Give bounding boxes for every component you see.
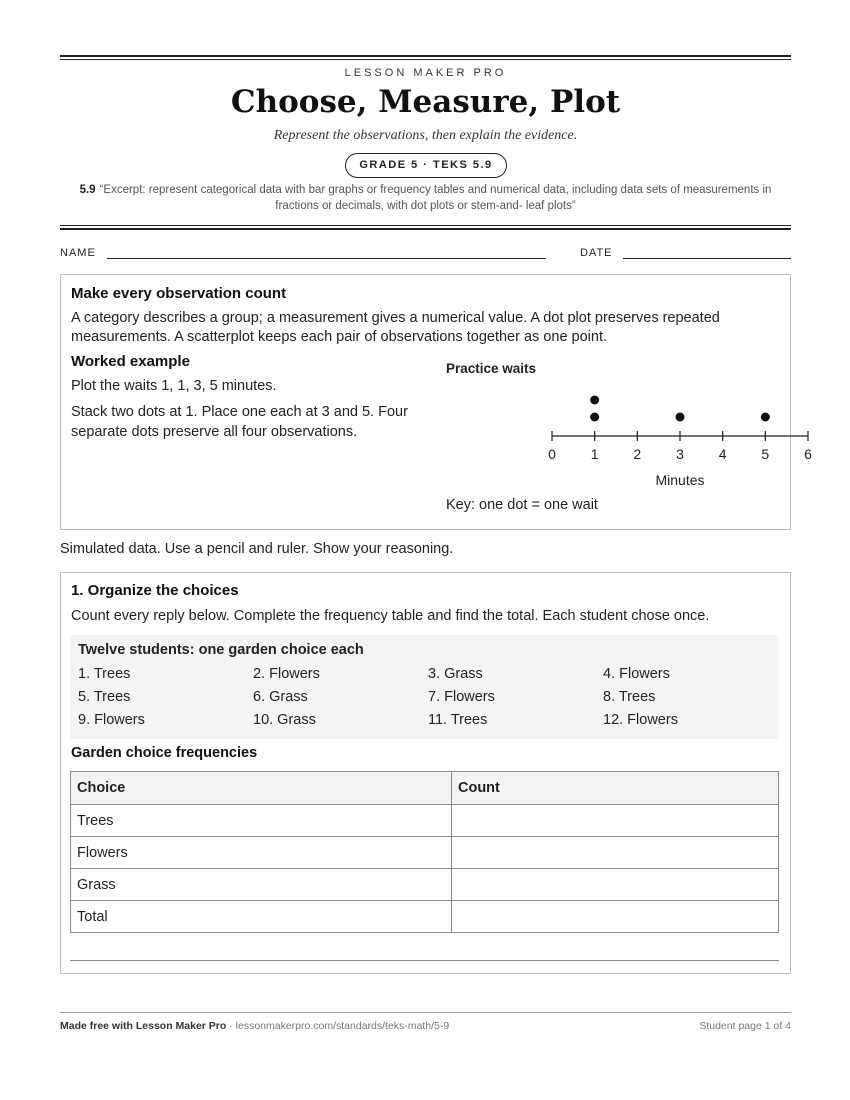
table-cell-count[interactable] [452, 805, 779, 837]
replies-title: Twelve students: one garden choice each [78, 642, 364, 658]
reply-item: 12. Flowers [603, 712, 678, 728]
table-row [71, 805, 779, 837]
grade-badge: GRADE 5 · TEKS 5.9 [345, 153, 507, 178]
table-cell-choice: Total [71, 901, 452, 933]
replies-panel [70, 635, 779, 739]
standard-code: 5.9 [79, 184, 96, 196]
table-row [71, 901, 779, 933]
worked-example-line2: Stack two dots at 1. Place one each at 3 and 5. Four separate dots preserve all four observations. [71, 404, 408, 440]
reply-item: 2. Flowers [253, 666, 320, 682]
table-cell-count[interactable] [452, 837, 779, 869]
x-axis-label: Minutes [655, 472, 705, 488]
footer-page-number: Student page 1 of 4 [699, 1020, 791, 1032]
header-rule-bottom-thin [60, 225, 791, 226]
dot-marks [590, 396, 770, 422]
intro-text: A category describes a group; a measurement gives a numerical value. A dot plot preserves repeated measurements. A scatterplot keeps each pair of observations together as one point. [71, 310, 720, 345]
worked-example-line1: Plot the waits 1, 1, 3, 5 minutes. [71, 378, 277, 394]
table-header-count: Count [452, 772, 779, 805]
reply-item: 8. Trees [603, 689, 656, 705]
footer-url: · lessonmakerpro.com/standards/teks-math/5-9 [226, 1020, 450, 1032]
brand-label: LESSON MAKER PRO [344, 67, 507, 79]
chart-title: Practice waits [446, 361, 537, 376]
instructions-note: Simulated data. Use a pencil and ruler. Show your reasoning. [60, 541, 454, 557]
table-cell-count[interactable] [452, 901, 779, 933]
table-header-row [71, 772, 779, 805]
question1-prompt: Count every reply below. Complete the frequency table and find the total. Each student chose once. [71, 608, 710, 624]
data-dot [676, 413, 685, 422]
x-tick-label: 1 [590, 446, 599, 462]
x-tick-label: 5 [761, 446, 770, 462]
table-row [71, 837, 779, 869]
table-cell-choice: Flowers [71, 837, 452, 869]
date-field[interactable] [623, 258, 791, 259]
data-dot [590, 413, 599, 422]
reply-item: 11. Trees [428, 712, 488, 728]
standard-excerpt [60, 182, 791, 214]
footer-credit [60, 1020, 449, 1032]
page-subtitle: Represent the observations, then explain the evidence. [273, 128, 578, 143]
data-dot [590, 396, 599, 405]
standard-text: “Excerpt: represent categorical data with bar graphs or frequency tables and numerical data, including data sets of measurements in fractions or decimals, with dot plots or stem-and- leaf plots” [99, 184, 772, 212]
reply-item: 9. Flowers [78, 712, 145, 728]
name-label: NAME [60, 247, 96, 259]
table-header-choice: Choice [71, 772, 452, 805]
footer-made-with: Made free with Lesson Maker Pro [60, 1020, 227, 1032]
reply-item: 4. Flowers [603, 666, 670, 682]
question1-heading: 1. Organize the choices [71, 582, 239, 599]
answer-line[interactable] [70, 960, 779, 961]
table-cell-choice: Trees [71, 805, 452, 837]
chart-key: Key: one dot = one wait [446, 497, 598, 513]
page-title: Choose, Measure, Plot [230, 84, 621, 120]
x-tick-label: 2 [633, 446, 642, 462]
frequency-table [70, 771, 779, 933]
x-tick-label: 4 [718, 446, 727, 462]
table-cell-count[interactable] [452, 869, 779, 901]
reply-item: 5. Trees [78, 689, 131, 705]
x-tick-label: 3 [676, 446, 684, 462]
reply-item: 3. Grass [428, 666, 483, 682]
reply-item: 6. Grass [253, 689, 308, 705]
x-tick-label: 6 [804, 446, 812, 462]
x-tick-label: 0 [548, 446, 556, 462]
dot-plot [440, 356, 812, 516]
footer-rule [60, 1012, 791, 1013]
header-rule-top [60, 55, 791, 57]
reply-item: 1. Trees [78, 666, 131, 682]
reply-item: 10. Grass [253, 712, 316, 728]
worked-example-heading: Worked example [71, 353, 190, 370]
name-field[interactable] [107, 258, 546, 259]
table-cell-choice: Grass [71, 869, 452, 901]
date-label: DATE [580, 247, 613, 259]
header-rule-top-thin [60, 59, 791, 60]
table-row [71, 869, 779, 901]
table-caption: Garden choice frequencies [71, 745, 258, 761]
data-dot [761, 413, 770, 422]
intro-heading: Make every observation count [71, 285, 287, 302]
reply-item: 7. Flowers [428, 689, 495, 705]
header-rule-bottom [60, 228, 791, 230]
